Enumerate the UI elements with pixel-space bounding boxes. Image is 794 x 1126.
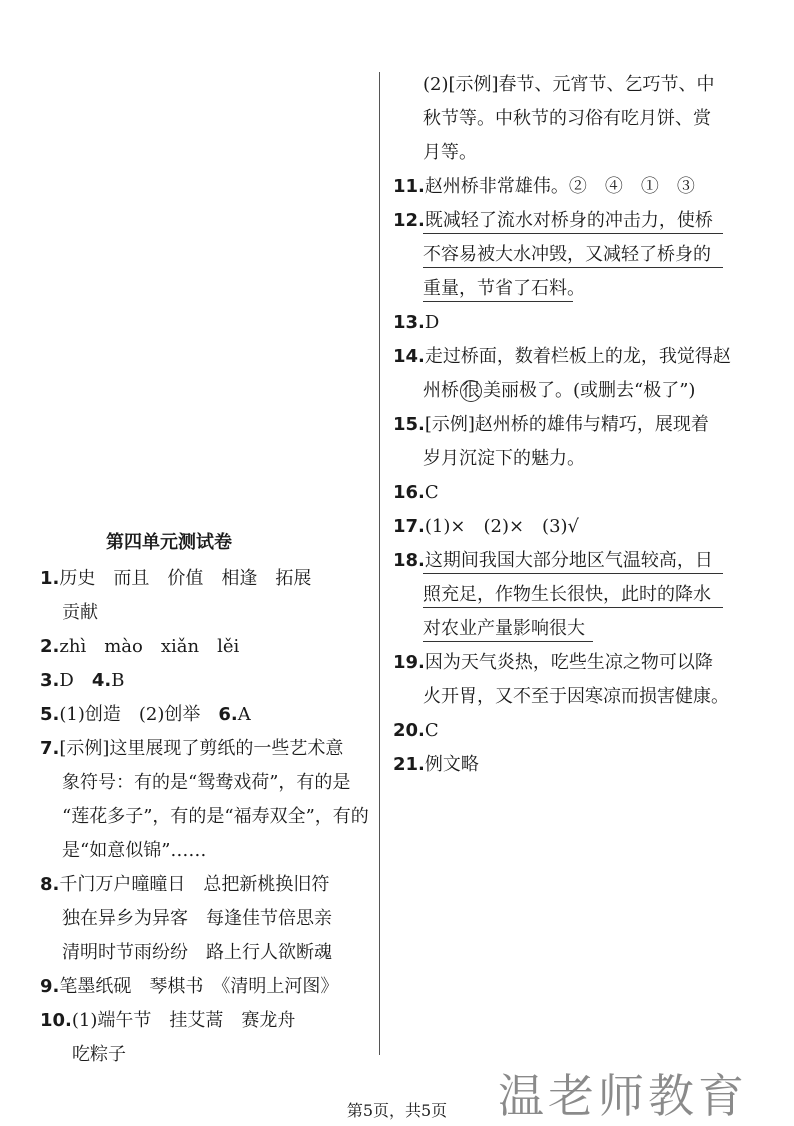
answer-3-4: 3.D 4.B [40, 670, 125, 691]
answer-15-cont: 岁月沉淀下的魅力。 [423, 448, 585, 469]
answer-14: 14.走过桥面，数着栏板上的龙，我觉得赵 [393, 346, 731, 367]
column-divider [379, 72, 380, 1055]
underline-12-3 [423, 301, 573, 302]
answer-1-cont: 贡献 [62, 602, 98, 623]
answer-8-cont-1: 独在异乡为异客 每逢佳节倍思亲 [62, 908, 332, 929]
answer-13: 13.D [393, 312, 440, 333]
answer-20: 20.C [393, 720, 439, 741]
answer-18: 18.这期间我国大部分地区气温较高，日 [393, 550, 713, 571]
answer-10-part2-cont-1: 秋节等。中秋节的习俗有吃月饼、赏 [423, 108, 711, 129]
answer-19-cont: 火开胃，又不至于因寒凉而损害健康。 [423, 686, 729, 707]
answer-18-cont-1: 照充足，作物生长很快，此时的降水 [423, 584, 711, 605]
answer-19: 19.因为天气炎热，吃些生凉之物可以降 [393, 652, 713, 673]
answer-5-6: 5.(1)创造 (2)创举 6.A [40, 704, 251, 725]
section-title: 第四单元测试卷 [106, 532, 232, 553]
answer-2: 2.zhì mào xiǎn lěi [40, 636, 240, 657]
answer-8: 8.千门万户曈曈日 总把新桃换旧符 [40, 874, 330, 895]
answer-15: 15.[示例]赵州桥的雄伟与精巧，展现着 [393, 414, 709, 435]
answer-14-cont: 州桥 很 美丽极了。(或删去“极了”) [423, 380, 696, 401]
watermark: 温老师教育 [498, 1069, 748, 1123]
answer-10: 10.(1)端午节 挂艾蒿 赛龙舟 [40, 1010, 296, 1031]
answer-1: 1.历史 而且 价值 相逢 拓展 [40, 568, 312, 589]
underline-18-2 [423, 607, 723, 608]
underline-12-1 [423, 233, 723, 234]
circled-char: 很 [462, 380, 480, 401]
answer-16: 16.C [393, 482, 439, 503]
answer-10-part2-cont-2: 月等。 [423, 142, 477, 163]
answer-21: 21.例文略 [393, 754, 479, 775]
answer-7-cont-1: 象符号：有的是“鸳鸯戏荷”，有的是 [62, 772, 351, 793]
answer-10-part2: (2)[示例]春节、元宵节、乞巧节、中 [423, 74, 715, 95]
answer-12-cont-2: 重量，节省了石料。 [423, 278, 585, 299]
answer-10-cont: 吃粽子 [72, 1044, 126, 1065]
page-footer: 第5页，共5页 [346, 1101, 448, 1120]
answer-7-cont-3: 是“如意似锦”…… [62, 840, 207, 861]
answer-12: 12.既减轻了流水对桥身的冲击力，使桥 [393, 210, 713, 231]
underline-18-3 [423, 641, 593, 642]
answer-9: 9.笔墨纸砚 琴棋书 《清明上河图》 [40, 976, 339, 997]
answer-7: 7.[示例]这里展现了剪纸的一些艺术意 [40, 738, 344, 759]
underline-12-2 [423, 267, 723, 268]
answer-17: 17.(1)× (2)× (3)√ [393, 516, 580, 537]
underline-18-1 [423, 573, 723, 574]
answer-18-cont-2: 对农业产量影响很大 [423, 618, 585, 639]
answer-12-cont-1: 不容易被大水冲毁，又减轻了桥身的 [423, 244, 711, 265]
answer-7-cont-2: “莲花多子”，有的是“福寿双全”，有的 [62, 806, 369, 827]
answer-8-cont-2: 清明时节雨纷纷 路上行人欲断魂 [62, 942, 332, 963]
answer-11: 11.赵州桥非常雄伟。② ④ ① ③ [393, 176, 695, 197]
